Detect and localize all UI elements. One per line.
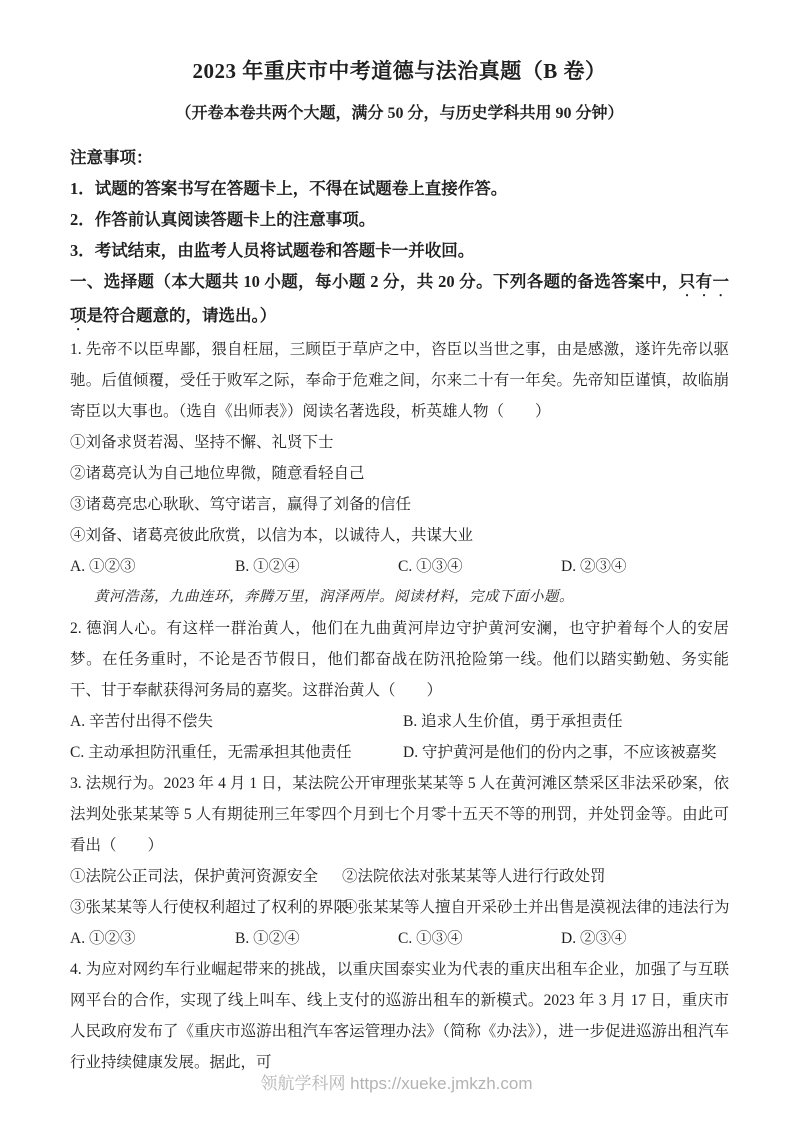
section-header-text: 一、选择题（本大题共 10 小题，每小题 2 分，共 20 分。下列各题的备选答案中， xyxy=(70,272,679,291)
question-3-option-b: B. ①②④ xyxy=(235,930,300,947)
site-watermark: 领航学科网 https://xueke.jmkzh.com xyxy=(260,1074,533,1093)
question-1-option-d: D. ②③④ xyxy=(561,558,627,575)
question-1-option-c: C. ①③④ xyxy=(398,558,463,575)
question-2-stem: 2. 德润人心。有这样一群治黄人，他们在九曲黄河岸边守护黄河安澜，也守护着每个人的安居梦。在任务重时，不论是否节假日，他们都奋战在防汛抢险第一线。他们以踏实勤勉、务实能干、甘于奉献获得河务局的嘉奖。这群治黄人（ ） xyxy=(70,620,729,699)
notice-item-2: 2．作答前认真阅读答题卡上的注意事项。 xyxy=(70,210,376,229)
question-1-item-3: ③诸葛亮忠心耿耿、笃守诺言，赢得了刘备的信任 xyxy=(70,496,412,513)
question-1-item-2: ②诸葛亮认为自己地位卑微，随意看轻自己 xyxy=(70,465,365,482)
question-1-option-b: B. ①②④ xyxy=(235,558,300,575)
question-2-option-c: C. 主动承担防汛重任，无需承担其他责任 xyxy=(70,744,352,761)
notice-header: 注意事项： xyxy=(70,148,153,167)
question-3-stem: 3. 法规行为。2023 年 4 月 1 日，某法院公开审理张某某等 5 人在黄河滩区禁采区非法采砂案，依法判处张某某等 5 人有期徒刑三年零四个月到七个月零十五天不等的刑罚，并处罚金等。由此可看出（ ） xyxy=(70,775,729,854)
question-1-items xyxy=(70,427,729,551)
question-2-option-d: D. 守护黄河是他们的份内之事，不应该被嘉奖 xyxy=(403,744,717,761)
question-3-item-3: ③张某某等人行使权利超过了权利的界限 xyxy=(70,899,350,916)
question-2-options-row-1 xyxy=(70,706,729,737)
question-1-stem: 1. 先帝不以臣卑鄙，猥自枉屈，三顾臣于草庐之中，咨臣以当世之事，由是感激，遂许先帝以驱驰。后值倾覆，受任于败军之际，奉命于危难之间，尔来二十有一年矣。先帝知臣谨慎，故临崩寄臣以大事也。（选自《出师表》）阅读名著选段，析英雄人物（ ） xyxy=(70,341,729,420)
question-3-option-d: D. ②③④ xyxy=(561,930,627,947)
question-1-item-1: ①刘备求贤若渴、坚持不懈、礼贤下士 xyxy=(70,434,334,451)
section-header-text-end: 是符合题意的，请选出。） xyxy=(86,306,277,325)
question-4-stem: 4. 为应对网约车行业崛起带来的挑战，以重庆国泰实业为代表的重庆出租车企业，加强了与互联网平台的合作，实现了线上叫车、线上支付的巡游出租车的新模式。2023 年 3 月 17 日，重庆市人民政府发布了《重庆市巡游出租汽车客运管理办法》（简称《办法》），进一步促进巡游出租汽车行业持续健康发展。据此，可 xyxy=(70,961,729,1071)
page-title: 2023 年重庆市中考道德与法治真题（B 卷） xyxy=(192,59,607,83)
document-body xyxy=(70,142,729,1078)
question-1-option-a: A. ①②③ xyxy=(70,558,136,575)
question-3-item-2: ②法院依法对张某某等人进行行政处罚 xyxy=(342,868,606,885)
question-2-option-a: A. 辛苦付出得不偿失 xyxy=(70,713,213,730)
question-3-items-row-1 xyxy=(70,861,729,892)
question-1-item-4: ④刘备、诸葛亮彼此欣赏，以信为本，以诚待人，共谋大业 xyxy=(70,527,474,544)
question-3-option-a: A. ①②③ xyxy=(70,930,136,947)
section-header-choice-questions xyxy=(70,266,729,334)
question-2-option-b: B. 追求人生价值，勇于承担责任 xyxy=(403,713,623,730)
section-header-emphasis: 只有一项 xyxy=(70,272,730,325)
page-subtitle: （开卷本卷共两个大题，满分 50 分，与历史学科共用 90 分钟） xyxy=(175,105,624,122)
question-2-options-row-2 xyxy=(70,737,729,768)
question-1-options xyxy=(70,551,729,582)
notice-item-3: 3．考试结束，由监考人员将试题卷和答题卡一并收回。 xyxy=(70,241,475,260)
question-3-items-row-2 xyxy=(70,892,729,923)
material-intro-text: 黄河浩荡，九曲连环，奔腾万里，润泽两岸。阅读材料，完成下面小题。 xyxy=(94,589,574,605)
question-3-option-c: C. ①③④ xyxy=(398,930,463,947)
question-3-options xyxy=(70,923,729,954)
notice-item-1: 1．试题的答案书写在答题卡上，不得在试题卷上直接作答。 xyxy=(70,179,508,198)
question-3-item-1: ①法院公正司法，保护黄河资源安全 xyxy=(70,868,319,885)
question-3-item-4: ④张某某等人擅自开采砂土并出售是漠视法律的违法行为 xyxy=(342,899,730,916)
